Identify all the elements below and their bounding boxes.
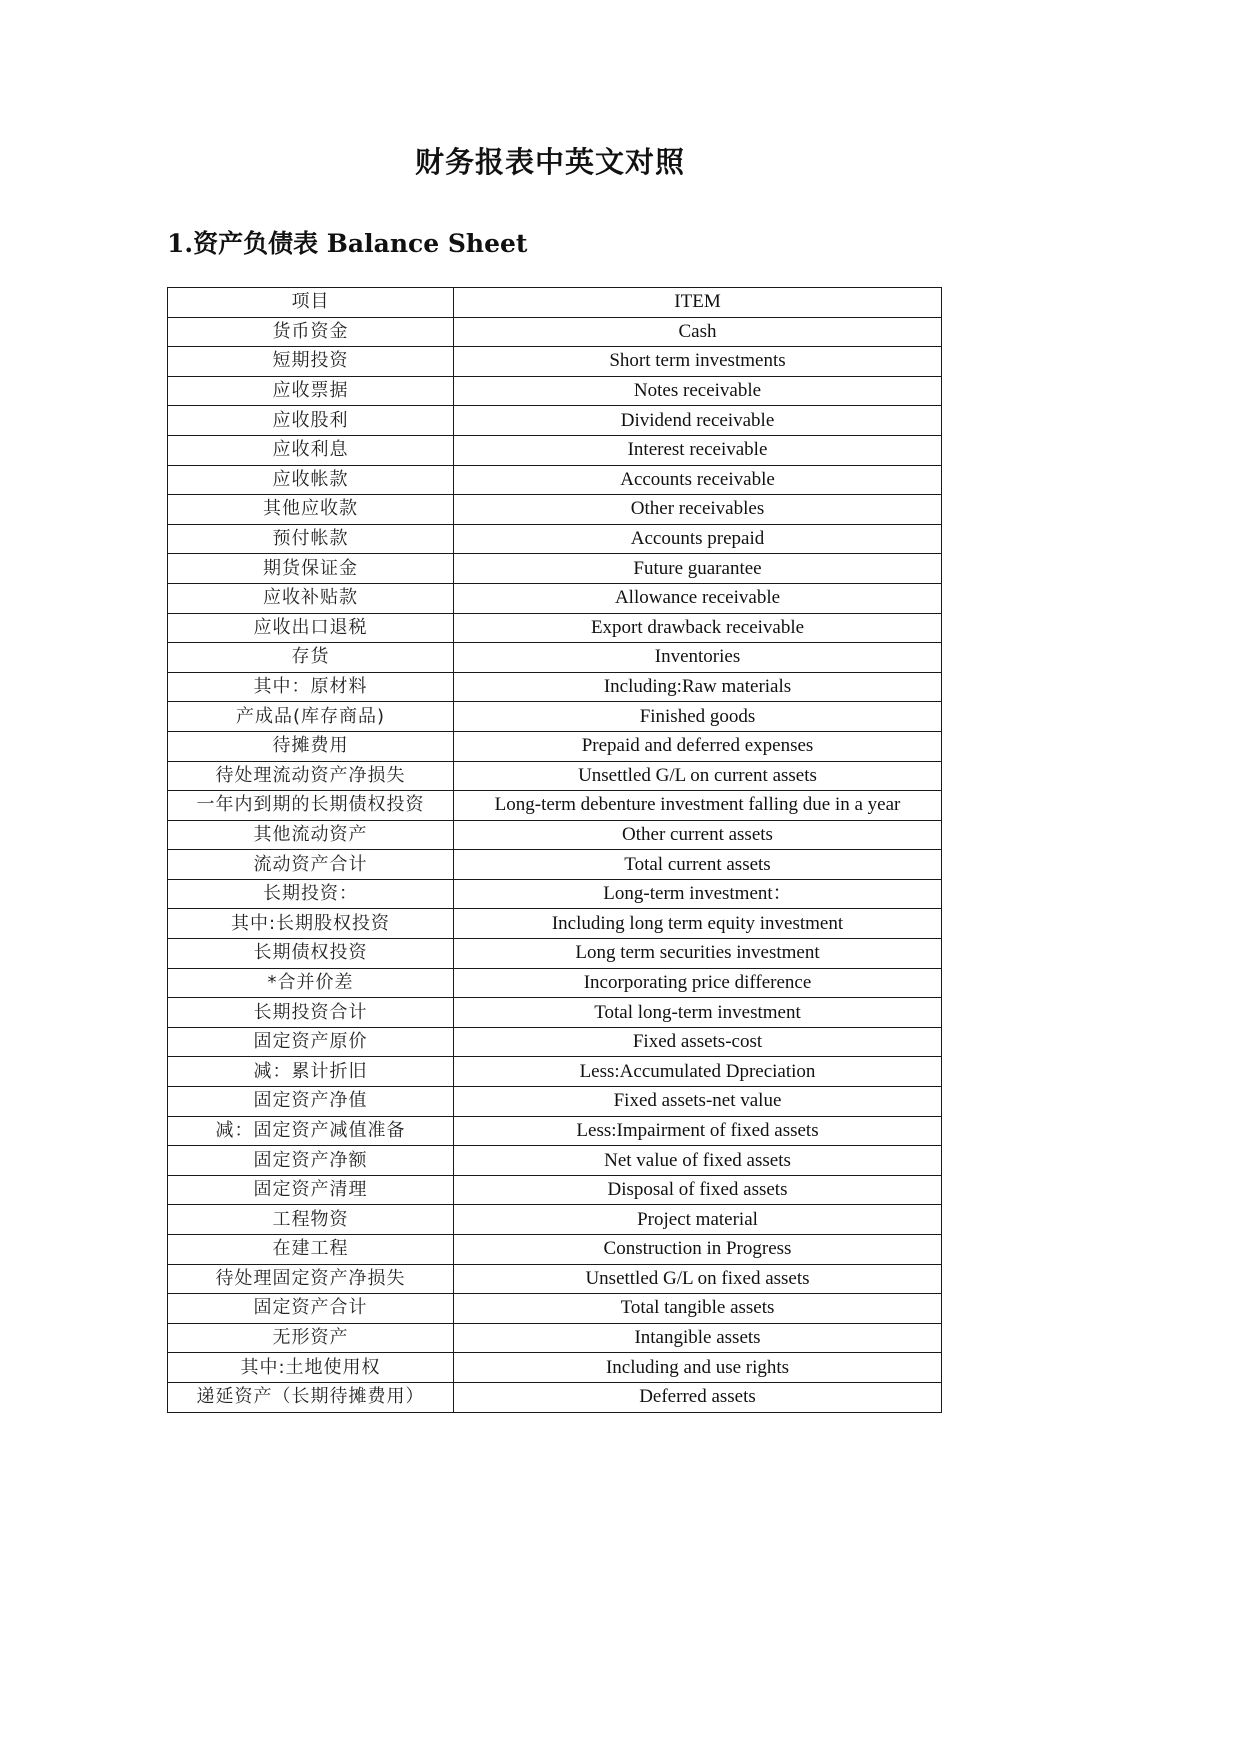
table-row (168, 702, 942, 732)
table-row (168, 1205, 942, 1235)
glossary-table-body (168, 288, 942, 1413)
cell-english-term: Less:Accumulated Dpreciation (454, 1057, 942, 1087)
cell-chinese-term: 货币资金 (168, 317, 454, 347)
table-row (168, 1353, 942, 1383)
cell-english-term: Fixed assets-cost (454, 1027, 942, 1057)
cell-chinese-term: 其他应收款 (168, 495, 454, 525)
cell-english-term: Total long-term investment (454, 998, 942, 1028)
cell-english-term: Export drawback receivable (454, 613, 942, 643)
table-row (168, 879, 942, 909)
cell-chinese-term: 长期投资： (168, 879, 454, 909)
cell-chinese-term: 减：累计折旧 (168, 1057, 454, 1087)
cell-english-term: Net value of fixed assets (454, 1146, 942, 1176)
cell-english-term: Other receivables (454, 495, 942, 525)
table-row (168, 583, 942, 613)
table-row (168, 939, 942, 969)
table-row (168, 1294, 942, 1324)
table-row (168, 406, 942, 436)
cell-english-term: Notes receivable (454, 376, 942, 406)
cell-chinese-term: 工程物资 (168, 1205, 454, 1235)
table-row (168, 524, 942, 554)
table-row (168, 465, 942, 495)
table-row (168, 850, 942, 880)
cell-chinese-term: 待处理固定资产净损失 (168, 1264, 454, 1294)
cell-english-term: Including long term equity investment (454, 909, 942, 939)
cell-chinese-term: 应收票据 (168, 376, 454, 406)
cell-chinese-term: 减：固定资产减值准备 (168, 1116, 454, 1146)
cell-chinese-term: 其中:长期股权投资 (168, 909, 454, 939)
cell-chinese-term: 其中:土地使用权 (168, 1353, 454, 1383)
cell-english-term: Long-term investment： (454, 879, 942, 909)
table-header-row (168, 288, 942, 318)
table-row (168, 1235, 942, 1265)
cell-english-term: Accounts prepaid (454, 524, 942, 554)
cell-english-term: Including:Raw materials (454, 672, 942, 702)
cell-english-term: Project material (454, 1205, 942, 1235)
cell-english-term: Incorporating price difference (454, 968, 942, 998)
table-row (168, 909, 942, 939)
table-row (168, 791, 942, 821)
table-row (168, 1264, 942, 1294)
cell-english-term: Long term securities investment (454, 939, 942, 969)
cell-chinese-term: 无形资产 (168, 1323, 454, 1353)
table-row (168, 1146, 942, 1176)
cell-chinese-term: 待摊费用 (168, 731, 454, 761)
table-row (168, 1323, 942, 1353)
cell-english-term: Fixed assets-net value (454, 1087, 942, 1117)
cell-chinese-term: 递延资产（长期待摊费用） (168, 1382, 454, 1412)
table-row (168, 1087, 942, 1117)
glossary-table-container (167, 287, 941, 1413)
cell-english-term: Unsettled G/L on current assets (454, 761, 942, 791)
table-row (168, 761, 942, 791)
table-row (168, 968, 942, 998)
cell-english-term: Short term investments (454, 347, 942, 377)
cell-english-term: Including and use rights (454, 1353, 942, 1383)
cell-chinese-term: 固定资产清理 (168, 1175, 454, 1205)
table-row (168, 1027, 942, 1057)
cell-english-term: Deferred assets (454, 1382, 942, 1412)
cell-english-term: Long-term debenture investment falling due in a year (454, 791, 942, 821)
table-row (168, 820, 942, 850)
cell-chinese-term: 固定资产净值 (168, 1087, 454, 1117)
cell-english-term: Construction in Progress (454, 1235, 942, 1265)
table-row (168, 998, 942, 1028)
cell-chinese-term: 产成品(库存商品) (168, 702, 454, 732)
cell-chinese-term: 期货保证金 (168, 554, 454, 584)
cell-chinese-term: *合并价差 (168, 968, 454, 998)
header-cell-chinese: 项目 (168, 288, 454, 318)
cell-chinese-term: 其中：原材料 (168, 672, 454, 702)
cell-english-term: Interest receivable (454, 435, 942, 465)
cell-chinese-term: 其他流动资产 (168, 820, 454, 850)
page-title: 财务报表中英文对照 (414, 145, 685, 179)
cell-chinese-term: 短期投资 (168, 347, 454, 377)
cell-chinese-term: 应收补贴款 (168, 583, 454, 613)
section-heading: 1.资产负债表 Balance Sheet (167, 229, 528, 258)
cell-chinese-term: 预付帐款 (168, 524, 454, 554)
table-row (168, 643, 942, 673)
cell-chinese-term: 应收帐款 (168, 465, 454, 495)
cell-english-term: Less:Impairment of fixed assets (454, 1116, 942, 1146)
cell-english-term: Total current assets (454, 850, 942, 880)
glossary-table (167, 287, 942, 1413)
table-row (168, 376, 942, 406)
cell-chinese-term: 固定资产净额 (168, 1146, 454, 1176)
cell-chinese-term: 在建工程 (168, 1235, 454, 1265)
cell-chinese-term: 长期债权投资 (168, 939, 454, 969)
cell-chinese-term: 存货 (168, 643, 454, 673)
table-row (168, 731, 942, 761)
table-row (168, 495, 942, 525)
cell-english-term: Unsettled G/L on fixed assets (454, 1264, 942, 1294)
cell-english-term: Total tangible assets (454, 1294, 942, 1324)
cell-english-term: Disposal of fixed assets (454, 1175, 942, 1205)
table-row (168, 672, 942, 702)
cell-chinese-term: 一年内到期的长期债权投资 (168, 791, 454, 821)
cell-english-term: Prepaid and deferred expenses (454, 731, 942, 761)
cell-english-term: Inventories (454, 643, 942, 673)
cell-chinese-term: 固定资产合计 (168, 1294, 454, 1324)
cell-chinese-term: 应收股利 (168, 406, 454, 436)
cell-english-term: Allowance receivable (454, 583, 942, 613)
cell-english-term: Accounts receivable (454, 465, 942, 495)
cell-english-term: Finished goods (454, 702, 942, 732)
table-row (168, 317, 942, 347)
cell-chinese-term: 流动资产合计 (168, 850, 454, 880)
cell-chinese-term: 长期投资合计 (168, 998, 454, 1028)
cell-chinese-term: 待处理流动资产净损失 (168, 761, 454, 791)
cell-english-term: Dividend receivable (454, 406, 942, 436)
table-row (168, 1175, 942, 1205)
table-row (168, 1116, 942, 1146)
cell-chinese-term: 固定资产原价 (168, 1027, 454, 1057)
table-row (168, 613, 942, 643)
table-row (168, 554, 942, 584)
table-row (168, 435, 942, 465)
cell-english-term: Cash (454, 317, 942, 347)
header-cell-english: ITEM (454, 288, 942, 318)
table-row (168, 347, 942, 377)
cell-english-term: Intangible assets (454, 1323, 942, 1353)
cell-chinese-term: 应收利息 (168, 435, 454, 465)
table-row (168, 1057, 942, 1087)
table-row (168, 1382, 942, 1412)
cell-chinese-term: 应收出口退税 (168, 613, 454, 643)
cell-english-term: Future guarantee (454, 554, 942, 584)
cell-english-term: Other current assets (454, 820, 942, 850)
